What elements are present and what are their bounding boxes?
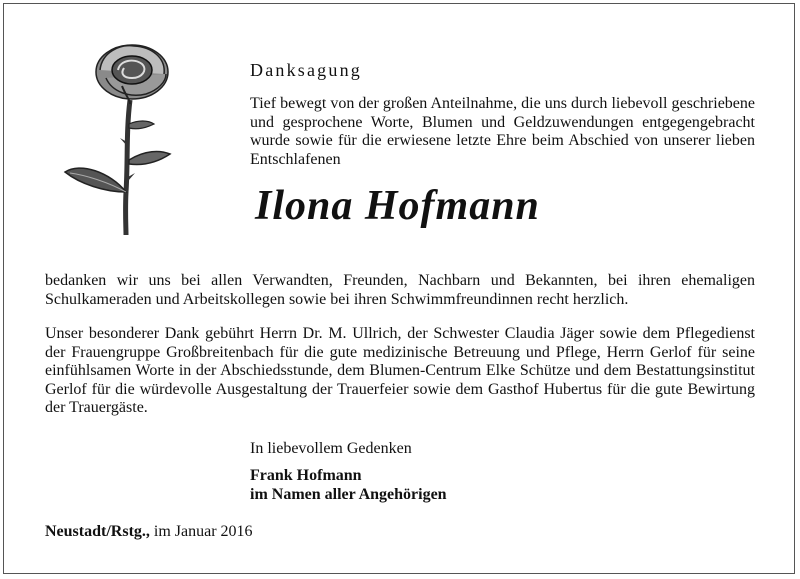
thanks-paragraph: bedanken wir uns bei allen Verwandten, Freunden, Nachbarn und Bekannten, bei ihren ehemaligen Schulkameraden und Arbeitskollegen sowie bei ihren Schwimmfreundinnen recht herzlich. — [45, 272, 755, 308]
signer-block — [250, 466, 447, 504]
date: im Januar 2016 — [153, 523, 253, 540]
closing-line: In liebevollem Gedenken — [250, 440, 412, 457]
intro-text: Tief bewegt von der großen Anteilnahme, die uns durch liebevoll geschriebene und gesprochene Worte, Blumen und Geldzuwendungen entgegengebracht wurde sowie für die erwiesene letzte Ehre beim Abschied von unserer lieben Entschlafenen — [250, 95, 755, 168]
rose-icon — [60, 42, 190, 238]
place-date — [45, 523, 253, 541]
signer-name: Frank Hofmann — [250, 467, 362, 484]
signer-relation: im Namen aller Angehörigen — [250, 486, 447, 503]
notice-heading: Danksagung — [250, 60, 362, 80]
special-thanks-paragraph: Unser besonderer Dank gebührt Herrn Dr. M. Ullrich, der Schwester Claudia Jäger sowie dem Pflegedienst der Frauengruppe Großbreitenbach für die gute medizinische Betreuung und Pflege, Herrn Gerlof für seine einfühlsamen Worte in der Abschiedsstunde, dem Blumen-Centrum Elke Schütze und dem Bestattungsinstitut Gerlof für die würdevolle Ausgestaltung der Trauerfeier sowie dem Gasthof Hubertus für die gute Bewirtung der Trauergäste. — [45, 325, 755, 416]
deceased-name: Ilona Hofmann — [255, 183, 540, 229]
place: Neustadt/Rstg., — [45, 523, 150, 540]
